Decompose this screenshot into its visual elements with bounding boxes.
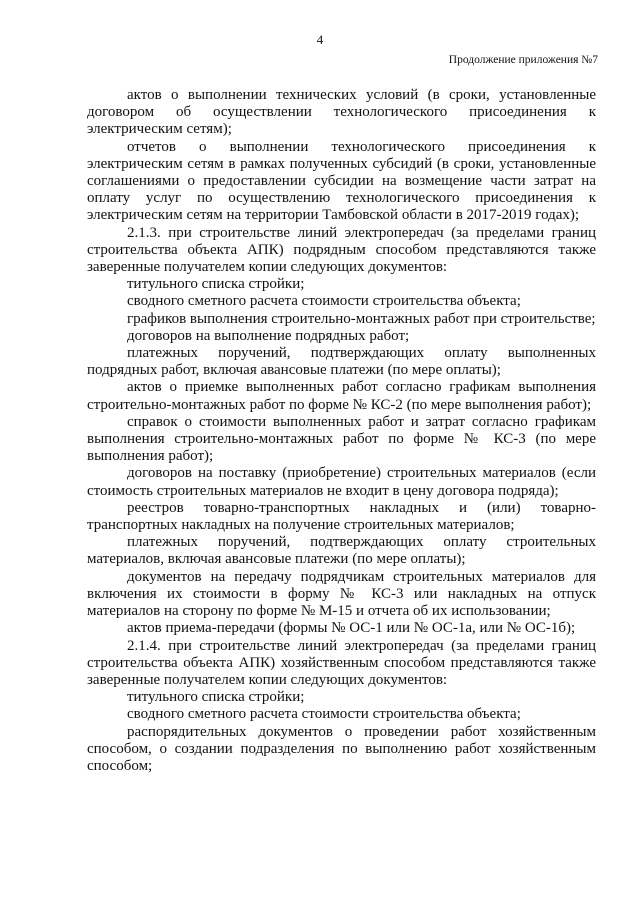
paragraph-administrative-documents: распорядительных документов о проведении работ хозяйственным способом, о создании подразделения по выполнению работ хозяйственным способом; xyxy=(87,723,596,774)
paragraph-payment-orders-works: платежных поручений, подтверждающих оплату выполненных подрядных работ, включая авансовые платежи (по мере оплаты); xyxy=(87,345,596,379)
paragraph-contracts: договоров на выполнение подрядных работ; xyxy=(127,327,410,344)
paragraph-cost-estimate: сводного сметного расчета стоимости строительства объекта; xyxy=(127,293,521,310)
paragraph-title-list-2: титульного списка стройки; xyxy=(127,689,305,706)
paragraph-cost-estimate-2: сводного сметного расчета стоимости строительства объекта; xyxy=(127,706,521,723)
appendix-continuation-note: Продолжение приложения №7 xyxy=(448,54,598,66)
paragraph-work-schedules: графиков выполнения строительно-монтажных работ при строительстве; xyxy=(127,310,596,327)
paragraph-acts-technical-conditions: актов о выполнении технических условий (в сроки, установленные договором об осуществлении технологического присоединения к электрическим сетям); xyxy=(87,87,596,138)
paragraph-2-1-3: 2.1.3. при строительстве линий электропередач (за пределами границ строительства объекта АПК) подрядным способом представляются также заверенные получателем копии следующих документов: xyxy=(87,224,596,276)
paragraph-materials-transfer: документов на передачу подрядчикам строительных материалов для включения их стоимости в форму № КС-3 или накладных на отпуск материалов на сторону по форме № М-15 и отчета об их использовании; xyxy=(87,568,596,620)
paragraph-title-list: титульного списка стройки; xyxy=(127,276,305,293)
paragraph-acceptance-acts: актов приема-передачи (формы № ОС-1 или № ОС-1а, или № ОС-1б); xyxy=(127,620,576,637)
document-body xyxy=(87,87,596,775)
paragraph-reports-connection: отчетов о выполнении технологического присоединения к электрическим сетям в рамках полученных субсидий (в сроки, установленные соглашениями о предоставлении субсидии на возмещение части затрат на оплату услуг по осуществлению технологического присоединения к электрическим сетям на территории Тамбовской области в 2017-2019 годах); xyxy=(87,138,596,224)
paragraph-certificates-ks3: справок о стоимости выполненных работ и затрат согласно графикам выполнения строительно-монтажных работ по форме № КС-3 (по мере выполнения работ); xyxy=(87,413,596,465)
paragraph-2-1-4: 2.1.4. при строительстве линий электропередач (за пределами границ строительства объекта АПК) хозяйственным способом представляются также заверенные получателем копии следующих документов: xyxy=(87,637,596,688)
paragraph-payment-orders-materials: платежных поручений, подтверждающих оплату строительных материалов, включая авансовые платежи (по мере оплаты); xyxy=(87,534,596,568)
page-number: 4 xyxy=(316,32,324,47)
paragraph-supply-contracts: договоров на поставку (приобретение) строительных материалов (если стоимость строительных материалов не входит в цену договора подряда); xyxy=(87,465,596,499)
paragraph-waybill-registers: реестров товарно-транспортных накладных и (или) товарно-транспортных накладных на получение строительных материалов; xyxy=(87,499,596,534)
paragraph-acts-ks2: актов о приемке выполненных работ согласно графикам выполнения строительно-монтажных работ по форме № КС-2 (по мере выполнения работ); xyxy=(87,379,596,413)
